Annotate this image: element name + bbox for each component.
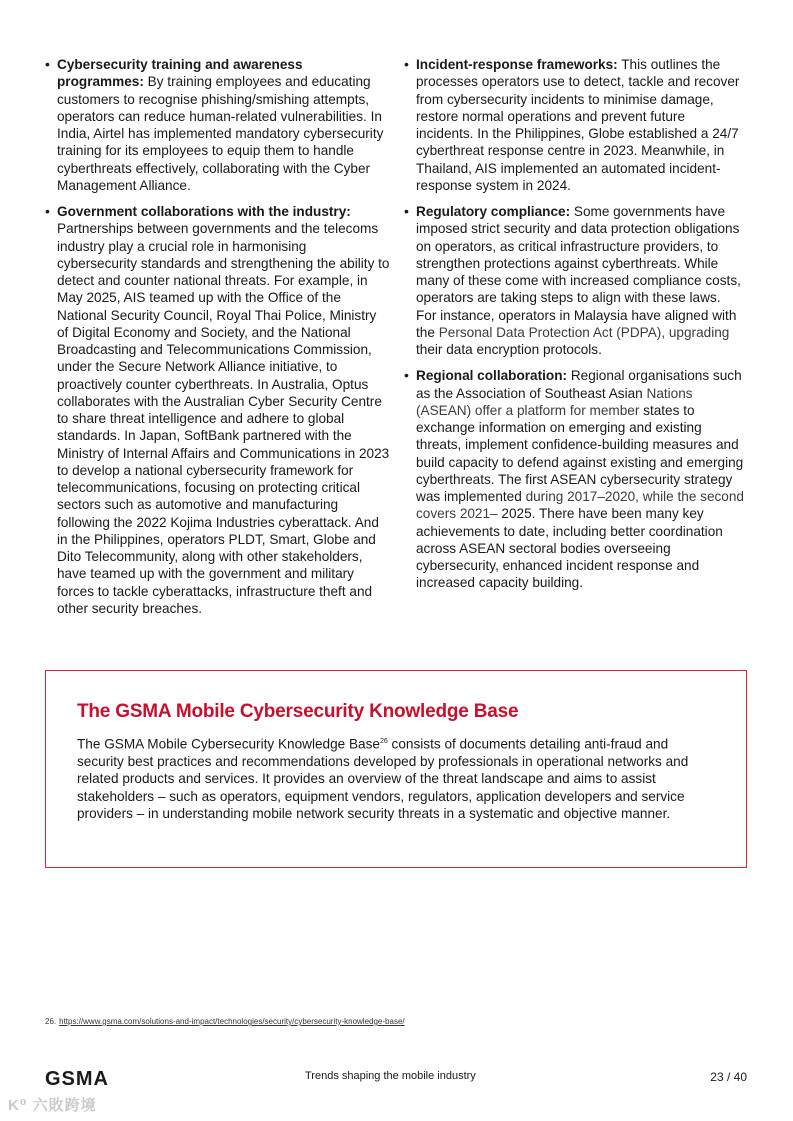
- watermark: K⁰ 六敗跨境: [8, 1097, 97, 1114]
- bullet-heading: Regulatory compliance:: [416, 204, 571, 219]
- left-column: [45, 56, 390, 626]
- bullet-government: [45, 203, 390, 617]
- asean-link[interactable]: Nations (ASEAN) offer a platform for member: [416, 385, 693, 418]
- bullet-text: By training employees and educating customers to recognise phishing/smishing attempts, operators can reduce human-related vulnerabilities. In India, Airtel has implemented mandatory cybersecurity training for its employees to equip them to handle cyberthreats effectively, collaborating with the Cyber Management Alliance.: [57, 74, 384, 193]
- bullet-text: Regional organisations such as the Association of Southeast Asian: [416, 368, 742, 401]
- callout-title: The GSMA Mobile Cybersecurity Knowledge Base: [77, 701, 519, 722]
- page-number: 23 / 40: [710, 1070, 747, 1084]
- bullet-heading: Cybersecurity training and awareness programmes:: [57, 57, 303, 90]
- strategy-link[interactable]: during 2017–2020, while the second covers 2021–: [416, 489, 744, 522]
- bullet-heading: Regional collaboration:: [416, 368, 568, 384]
- bullet-text: Some governments have imposed strict security and data protection obligations on operators, as critical infrastructure providers, to strengthen protections against cyberthreats. While many of these come with increased compliance costs, operators are taking steps to align with these laws. For instance, operators in Malaysia have aligned with the: [416, 204, 741, 340]
- bullet-incident-response: [404, 56, 744, 194]
- bullet-heading: Government collaborations with the industry:: [57, 204, 351, 219]
- bullet-text: This outlines the processes operators use to detect, tackle and recover from cybersecurity incidents to minimise damage, restore normal operations and prevent future incidents. In the Philippines, Globe established a 24/7 cyberthreat response centre in 2023. Meanwhile, in Thailand, AIS implemented an automated incident-response system in 2024.: [416, 57, 740, 193]
- callout-body: [77, 733, 714, 823]
- gsma-logo: GSMA: [45, 1068, 109, 1090]
- bullet-text: 2025. There have been many key achievements to date, including better coordination across ASEAN sectoral bodies overseeing cybersecurity, enhanced incident response and increased capacity building.: [416, 506, 723, 591]
- footnote-number: 26.: [45, 1017, 57, 1026]
- bullet-text: their data encryption protocols.: [416, 342, 602, 357]
- footnote-url[interactable]: https://www.gsma.com/solutions-and-impact/technologies/security/cybersecurity-knowledge-base/: [59, 1017, 405, 1026]
- bullet-regional: [404, 367, 744, 591]
- callout-body-start: The GSMA Mobile Cybersecurity Knowledge Base: [77, 736, 380, 752]
- bullet-regulatory: [404, 203, 744, 358]
- bullet-heading: Incident-response frameworks:: [416, 57, 618, 72]
- bullet-training: [45, 56, 390, 194]
- pdpa-link[interactable]: Personal Data Protection Act (PDPA), upgrading: [438, 324, 730, 340]
- footer-title: Trends shaping the mobile industry: [305, 1070, 476, 1082]
- right-column: [404, 56, 744, 601]
- knowledge-base-callout: [45, 670, 747, 868]
- bullet-text: states to exchange information on emerging and existing threats, implement confidence-building measures and build capacity to defend against existing and emerging cyberthreats. The first ASEAN cybersecurity strategy was implemented: [416, 402, 744, 504]
- footnote-ref[interactable]: 26: [379, 738, 388, 745]
- callout-body-end: consists of documents detailing anti-fraud and security best practices and recommendations developed by professionals in operational networks and related products and services. It provides an overview of the threat landscape and aims to assist stakeholders – such as operators, equipment vendors, regulators, application developers and service providers – in understanding mobile network security threats in a systematic and objective manner.: [77, 736, 689, 822]
- footnote: [45, 1017, 405, 1026]
- bullet-text: Partnerships between governments and the telecoms industry play a crucial role in harmonising cybersecurity standards and strengthening the ability to detect and counter national threats. For example, in May 2025, AIS teamed up with the Office of the National Security Council, Royal Thai Police, Ministry of Digital Economy and Society, and the National Broadcasting and Telecommunications Commission, under the Secure Network Alliance initiative, to proactively counter cyberthreats. In Australia, Optus collaborates with the Australian Cyber Security Centre to share threat intelligence and adhere to global standards. In Japan, SoftBank partnered with the Ministry of Internal Affairs and Communications in 2023 to develop a national cybersecurity framework for telecommunications, focusing on protecting critical sectors such as automotive and manufacturing following the 2022 Kojima Industries cyberattack. And in the Philippines, operators PLDT, Smart, Globe and Dito Telecommunity, along with other stakeholders, have teamed up with the government and military forces to tackle cyberattacks, infrastructure theft and other security breaches.: [57, 221, 390, 616]
